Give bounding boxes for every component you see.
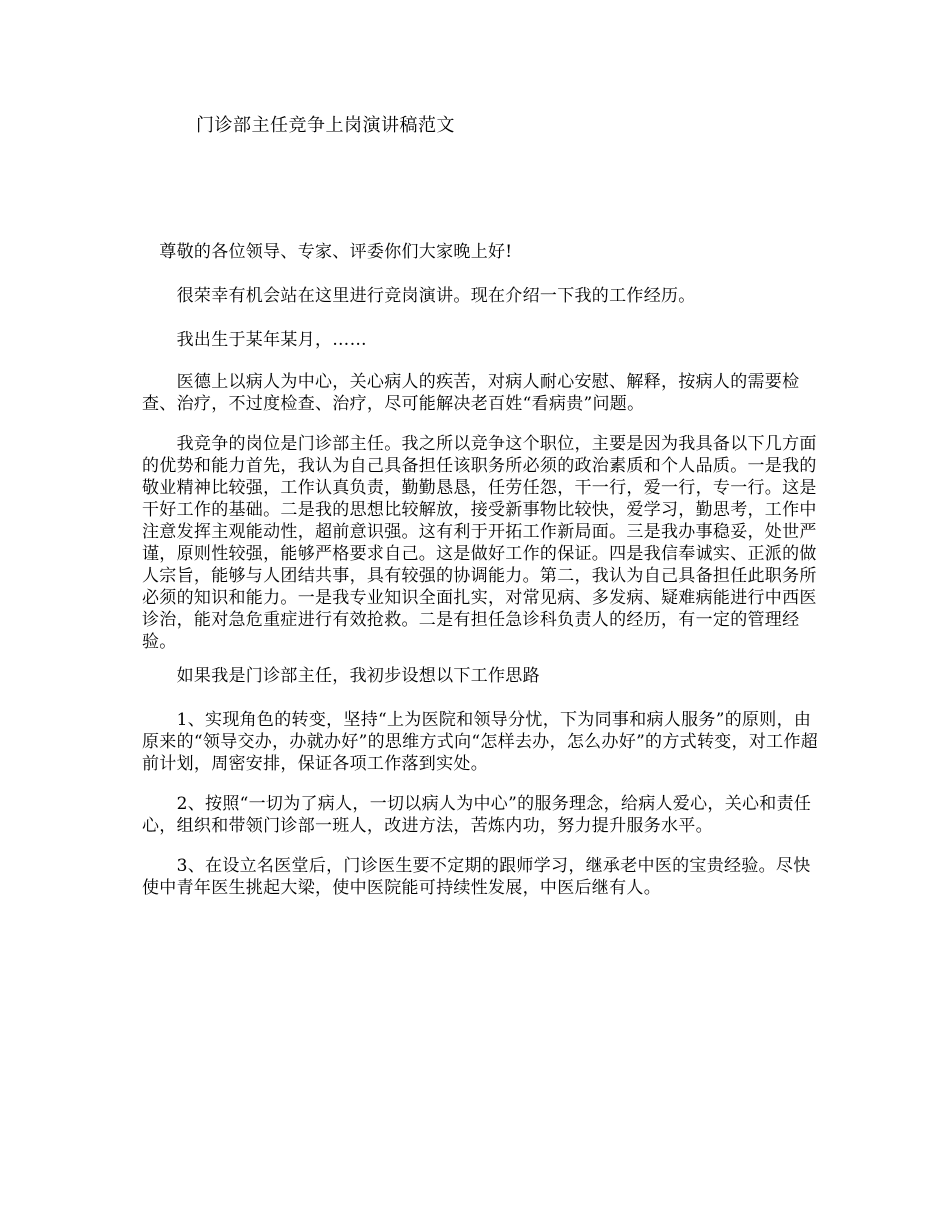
- paragraph-plan-item-2: 2、按照“一切为了病人，一切以病人为中心”的服务理念，给病人爱心，关心和责任心，组织和带领门诊部一班人，改进方法，苦炼内功，努力提升服务水平。: [142, 794, 812, 836]
- paragraph-ethics: 医德上以病人为中心，关心病人的疾苦，对病人耐心安慰、解释，按病人的需要检查、治疗，不过度检查、治疗，尽可能解决老百姓“看病贵”问题。: [142, 372, 800, 414]
- paragraph-plan-item-3: 3、在设立名医堂后，门诊医生要不定期的跟师学习，继承老中医的宝贵经验。尽快使中青年医生挑起大梁，使中医院能可持续性发展，中医后继有人。: [142, 856, 811, 898]
- document-title: 门诊部主任竞争上岗演讲稿范文: [196, 115, 455, 136]
- paragraph-intro: 很荣幸有机会站在这里进行竞岗演讲。现在介绍一下我的工作经历。: [142, 286, 696, 306]
- paragraph-plan-item-1: 1、实现角色的转变，坚持“上为医院和领导分忧，下为同事和病人服务”的原则，由原来的“领导交办，办就办好”的思维方式向“怎样去办，怎么办好”的方式转变，对工作超前计划，周密安排，保证各项工作落到实处。: [142, 710, 819, 774]
- paragraph-birth: 我出生于某年某月，……: [142, 330, 367, 350]
- paragraph-plan-intro: 如果我是门诊部主任，我初步设想以下工作思路: [142, 666, 540, 686]
- paragraph-qualifications: 我竞争的岗位是门诊部主任。我之所以竞争这个职位，主要是因为我具备以下几方面的优势和能力首先，我认为自己具备担任该职务所必须的政治素质和个人品质。一是我的敬业精神比较强，工作认真负责，勤勤恳恳，任劳任怨，干一行，爱一行，专一行。这是干好工作的基础。二是我的思想比较解放，接受新事物比较快，爱学习，勤思考，工作中注意发挥主观能动性，超前意识强。这有利于开拓工作新局面。三是我办事稳妥，处世严谨，原则性较强，能够严格要求自己。这是做好工作的保证。四是我信奉诚实、正派的做人宗旨，能够与人团结共事，具有较强的协调能力。第二，我认为自己具备担任此职务所必须的知识和能力。一是我专业知识全面扎实，对常见病、多发病、疑难病能进行中西医诊治，能对急危重症进行有效抢救。二是有担任急诊科负责人的经历，有一定的管理经验。: [142, 434, 817, 652]
- paragraph-greeting: 尊敬的各位领导、专家、评委你们大家晚上好!: [142, 242, 513, 262]
